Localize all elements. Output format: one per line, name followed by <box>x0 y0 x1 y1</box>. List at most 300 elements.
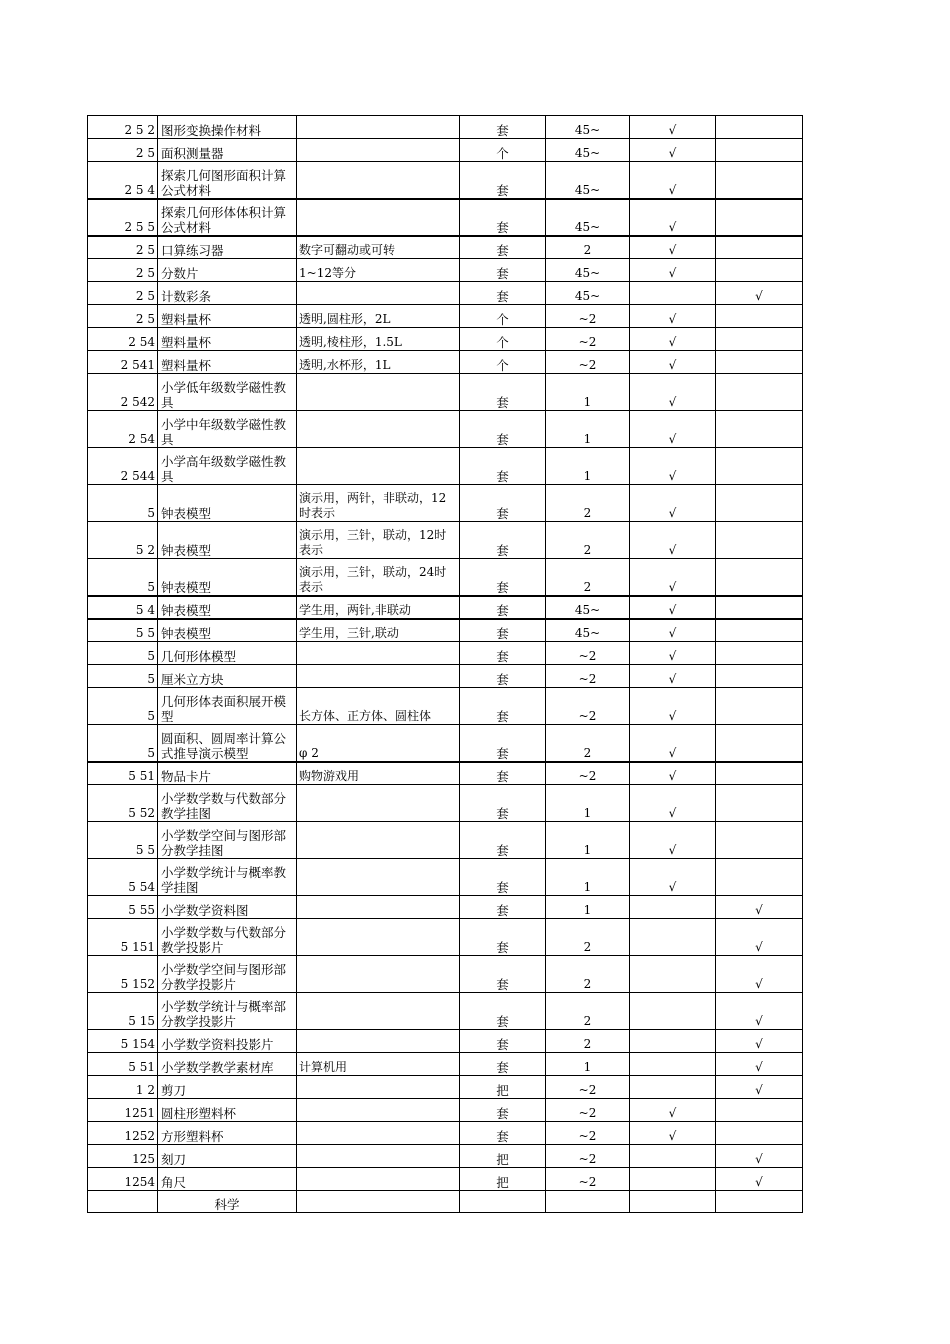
section-heading-row <box>88 1191 803 1213</box>
row-unit-cell: 套 <box>460 993 546 1030</box>
row-name-cell: 剪刀 <box>158 1076 297 1099</box>
row-name-cell: 分数片 <box>158 259 297 282</box>
row-spec-cell <box>297 374 460 411</box>
row-spec-cell: 学生用，两针,非联动 <box>297 596 460 619</box>
row-unit-cell: 套 <box>460 485 546 522</box>
row-code-cell: 1252 <box>88 1122 158 1145</box>
row-quantity-cell: 1 <box>546 1053 630 1076</box>
row-spec-cell: 透明,圆柱形，2L <box>297 305 460 328</box>
empty-cell <box>630 1191 716 1213</box>
row-spec-cell <box>297 993 460 1030</box>
row-spec-cell <box>297 642 460 665</box>
row-spec-cell <box>297 1122 460 1145</box>
table-row <box>88 919 803 956</box>
row-code-cell: 2 54 <box>88 328 158 351</box>
row-check-required-cell <box>630 282 716 305</box>
row-check-optional-cell <box>716 199 803 236</box>
row-spec-cell: 演示用，三针，联动，12时表示 <box>297 522 460 559</box>
row-check-required-cell: √ <box>630 725 716 762</box>
row-name-cell: 小学数学数与代数部分教学投影片 <box>158 919 297 956</box>
row-quantity-cell: 1 <box>546 785 630 822</box>
row-code-cell: 5 5 <box>88 619 158 642</box>
row-code-cell: 5 4 <box>88 596 158 619</box>
row-quantity-cell: 2 <box>546 919 630 956</box>
row-check-optional-cell <box>716 374 803 411</box>
row-unit-cell: 套 <box>460 282 546 305</box>
table-row <box>88 896 803 919</box>
row-check-optional-cell <box>716 116 803 139</box>
row-name-cell: 小学低年级数学磁性教具 <box>158 374 297 411</box>
row-quantity-cell: 2 <box>546 485 630 522</box>
row-check-required-cell: √ <box>630 351 716 374</box>
row-check-optional-cell: √ <box>716 919 803 956</box>
table-row <box>88 374 803 411</box>
row-check-required-cell <box>630 1168 716 1191</box>
table-row <box>88 485 803 522</box>
row-quantity-cell: 1 <box>546 859 630 896</box>
table-row <box>88 1122 803 1145</box>
row-unit-cell: 套 <box>460 896 546 919</box>
row-unit-cell: 套 <box>460 619 546 642</box>
row-unit-cell: 套 <box>460 688 546 725</box>
empty-cell <box>88 1191 158 1213</box>
row-name-cell: 小学数学数与代数部分教学挂图 <box>158 785 297 822</box>
row-check-optional-cell <box>716 762 803 785</box>
row-check-required-cell: √ <box>630 259 716 282</box>
row-check-required-cell: √ <box>630 688 716 725</box>
row-spec-cell <box>297 162 460 199</box>
row-code-cell: 2 5 <box>88 236 158 259</box>
row-unit-cell: 套 <box>460 559 546 596</box>
empty-cell <box>297 1191 460 1213</box>
table-row <box>88 236 803 259</box>
row-spec-cell <box>297 1099 460 1122</box>
row-check-optional-cell <box>716 665 803 688</box>
row-spec-cell: 计算机用 <box>297 1053 460 1076</box>
row-check-optional-cell <box>716 1122 803 1145</box>
row-name-cell: 圆柱形塑料杯 <box>158 1099 297 1122</box>
row-spec-cell: 长方体、正方体、圆柱体 <box>297 688 460 725</box>
row-check-required-cell: √ <box>630 522 716 559</box>
table-row <box>88 199 803 236</box>
row-check-required-cell: √ <box>630 642 716 665</box>
row-check-optional-cell: √ <box>716 1145 803 1168</box>
table-row <box>88 522 803 559</box>
row-name-cell: 小学高年级数学磁性教具 <box>158 448 297 485</box>
row-check-optional-cell <box>716 1099 803 1122</box>
row-check-required-cell: √ <box>630 116 716 139</box>
row-unit-cell: 套 <box>460 956 546 993</box>
row-code-cell: 125 <box>88 1145 158 1168</box>
row-check-optional-cell <box>716 785 803 822</box>
table-row <box>88 448 803 485</box>
row-code-cell: 2 5 2 <box>88 116 158 139</box>
row-check-required-cell: √ <box>630 485 716 522</box>
row-unit-cell: 套 <box>460 725 546 762</box>
table-row <box>88 956 803 993</box>
row-check-required-cell <box>630 919 716 956</box>
row-name-cell: 刻刀 <box>158 1145 297 1168</box>
row-spec-cell <box>297 1168 460 1191</box>
row-unit-cell: 个 <box>460 139 546 162</box>
row-unit-cell: 套 <box>460 522 546 559</box>
row-quantity-cell: 2 <box>546 725 630 762</box>
row-spec-cell <box>297 956 460 993</box>
row-check-optional-cell: √ <box>716 1168 803 1191</box>
row-check-required-cell: √ <box>630 762 716 785</box>
table-row <box>88 259 803 282</box>
row-code-cell: 2 5 <box>88 282 158 305</box>
row-check-optional-cell <box>716 139 803 162</box>
row-spec-cell <box>297 411 460 448</box>
row-unit-cell: 套 <box>460 822 546 859</box>
row-spec-cell <box>297 199 460 236</box>
row-unit-cell: 套 <box>460 642 546 665</box>
row-code-cell: 1251 <box>88 1099 158 1122</box>
table-row <box>88 1099 803 1122</box>
row-check-optional-cell <box>716 859 803 896</box>
row-unit-cell: 把 <box>460 1076 546 1099</box>
row-code-cell: 2 544 <box>88 448 158 485</box>
row-name-cell: 小学数学资料投影片 <box>158 1030 297 1053</box>
row-check-required-cell <box>630 993 716 1030</box>
row-code-cell: 5 <box>88 725 158 762</box>
row-name-cell: 几何形体模型 <box>158 642 297 665</box>
row-check-optional-cell: √ <box>716 1030 803 1053</box>
row-quantity-cell: 45~ <box>546 162 630 199</box>
row-unit-cell: 把 <box>460 1145 546 1168</box>
row-code-cell: 5 <box>88 688 158 725</box>
row-check-optional-cell <box>716 328 803 351</box>
row-name-cell: 塑料量杯 <box>158 328 297 351</box>
row-check-optional-cell <box>716 351 803 374</box>
table-row <box>88 596 803 619</box>
row-unit-cell: 套 <box>460 116 546 139</box>
row-quantity-cell: ~2 <box>546 642 630 665</box>
empty-cell <box>460 1191 546 1213</box>
row-code-cell: 2 5 5 <box>88 199 158 236</box>
row-check-optional-cell <box>716 725 803 762</box>
row-code-cell: 5 <box>88 642 158 665</box>
row-spec-cell: 购物游戏用 <box>297 762 460 785</box>
table-row <box>88 1168 803 1191</box>
row-code-cell: 5 54 <box>88 859 158 896</box>
row-name-cell: 探索几何图形面积计算公式材料 <box>158 162 297 199</box>
row-name-cell: 小学数学资料图 <box>158 896 297 919</box>
row-quantity-cell: 45~ <box>546 199 630 236</box>
table-row <box>88 139 803 162</box>
row-check-required-cell <box>630 1030 716 1053</box>
row-name-cell: 小学数学统计与概率教学挂图 <box>158 859 297 896</box>
row-unit-cell: 套 <box>460 859 546 896</box>
row-unit-cell: 套 <box>460 762 546 785</box>
row-check-optional-cell <box>716 162 803 199</box>
row-name-cell: 小学中年级数学磁性教具 <box>158 411 297 448</box>
row-code-cell: 2 5 <box>88 139 158 162</box>
row-unit-cell: 个 <box>460 305 546 328</box>
row-check-required-cell <box>630 1053 716 1076</box>
row-unit-cell: 套 <box>460 1030 546 1053</box>
row-code-cell: 5 <box>88 665 158 688</box>
row-check-optional-cell <box>716 596 803 619</box>
row-name-cell: 小学数学统计与概率部分教学投影片 <box>158 993 297 1030</box>
row-quantity-cell: 45~ <box>546 116 630 139</box>
row-code-cell: 5 <box>88 485 158 522</box>
row-check-required-cell: √ <box>630 665 716 688</box>
row-check-optional-cell: √ <box>716 282 803 305</box>
row-quantity-cell: 45~ <box>546 139 630 162</box>
row-spec-cell: 数字可翻动或可转 <box>297 236 460 259</box>
row-quantity-cell: ~2 <box>546 762 630 785</box>
row-check-optional-cell <box>716 236 803 259</box>
row-quantity-cell: 45~ <box>546 596 630 619</box>
row-code-cell: 2 54 <box>88 411 158 448</box>
row-code-cell: 5 5 <box>88 822 158 859</box>
row-quantity-cell: 45~ <box>546 619 630 642</box>
row-quantity-cell: 1 <box>546 411 630 448</box>
table-row <box>88 1145 803 1168</box>
row-code-cell: 5 51 <box>88 762 158 785</box>
row-unit-cell: 套 <box>460 374 546 411</box>
row-code-cell: 1 2 <box>88 1076 158 1099</box>
table-row <box>88 785 803 822</box>
empty-cell <box>716 1191 803 1213</box>
row-check-required-cell: √ <box>630 596 716 619</box>
row-check-optional-cell: √ <box>716 896 803 919</box>
section-heading: 科学 <box>158 1191 297 1213</box>
row-name-cell: 钟表模型 <box>158 485 297 522</box>
row-check-optional-cell <box>716 411 803 448</box>
row-code-cell: 5 154 <box>88 1030 158 1053</box>
row-code-cell: 5 52 <box>88 785 158 822</box>
row-code-cell: 5 51 <box>88 1053 158 1076</box>
row-unit-cell: 套 <box>460 411 546 448</box>
row-unit-cell: 套 <box>460 919 546 956</box>
row-check-required-cell: √ <box>630 859 716 896</box>
row-quantity-cell: 2 <box>546 1030 630 1053</box>
row-quantity-cell: 1 <box>546 896 630 919</box>
table-row <box>88 859 803 896</box>
row-quantity-cell: 2 <box>546 236 630 259</box>
row-name-cell: 计数彩条 <box>158 282 297 305</box>
table-row <box>88 725 803 762</box>
row-check-optional-cell <box>716 688 803 725</box>
row-unit-cell: 套 <box>460 785 546 822</box>
row-check-optional-cell <box>716 448 803 485</box>
row-code-cell: 2 5 4 <box>88 162 158 199</box>
table-row <box>88 619 803 642</box>
row-name-cell: 面积测量器 <box>158 139 297 162</box>
empty-cell <box>546 1191 630 1213</box>
row-spec-cell <box>297 859 460 896</box>
row-check-required-cell: √ <box>630 448 716 485</box>
row-check-required-cell: √ <box>630 199 716 236</box>
row-spec-cell <box>297 139 460 162</box>
row-name-cell: 钟表模型 <box>158 522 297 559</box>
row-check-optional-cell <box>716 259 803 282</box>
equipment-table-body <box>88 116 803 1213</box>
row-quantity-cell: 2 <box>546 559 630 596</box>
row-spec-cell <box>297 282 460 305</box>
table-row <box>88 762 803 785</box>
row-check-optional-cell <box>716 619 803 642</box>
row-unit-cell: 套 <box>460 236 546 259</box>
row-spec-cell <box>297 665 460 688</box>
row-quantity-cell: ~2 <box>546 1145 630 1168</box>
row-spec-cell <box>297 896 460 919</box>
row-spec-cell: φ 2 <box>297 725 460 762</box>
row-unit-cell: 套 <box>460 448 546 485</box>
row-check-required-cell: √ <box>630 305 716 328</box>
row-unit-cell: 套 <box>460 1122 546 1145</box>
row-quantity-cell: ~2 <box>546 688 630 725</box>
row-unit-cell: 套 <box>460 596 546 619</box>
row-spec-cell <box>297 1145 460 1168</box>
table-row <box>88 305 803 328</box>
row-check-optional-cell <box>716 485 803 522</box>
row-code-cell: 5 <box>88 559 158 596</box>
row-name-cell: 图形变换操作材料 <box>158 116 297 139</box>
row-quantity-cell: 2 <box>546 522 630 559</box>
row-spec-cell <box>297 448 460 485</box>
row-quantity-cell: ~2 <box>546 1122 630 1145</box>
table-row <box>88 328 803 351</box>
row-check-required-cell: √ <box>630 162 716 199</box>
row-code-cell: 5 2 <box>88 522 158 559</box>
row-quantity-cell: ~2 <box>546 1099 630 1122</box>
table-row <box>88 162 803 199</box>
row-name-cell: 角尺 <box>158 1168 297 1191</box>
equipment-table <box>87 115 803 1213</box>
row-check-required-cell <box>630 1076 716 1099</box>
row-check-required-cell: √ <box>630 559 716 596</box>
row-spec-cell: 透明,水杯形，1L <box>297 351 460 374</box>
row-name-cell: 物品卡片 <box>158 762 297 785</box>
row-name-cell: 探索几何形体体积计算公式材料 <box>158 199 297 236</box>
row-name-cell: 小学数学空间与图形部分教学投影片 <box>158 956 297 993</box>
row-quantity-cell: ~2 <box>546 328 630 351</box>
row-spec-cell <box>297 1076 460 1099</box>
row-spec-cell: 透明,棱柱形，1.5L <box>297 328 460 351</box>
row-spec-cell <box>297 116 460 139</box>
row-check-required-cell: √ <box>630 1122 716 1145</box>
row-spec-cell <box>297 785 460 822</box>
row-check-optional-cell <box>716 305 803 328</box>
row-spec-cell <box>297 919 460 956</box>
row-code-cell: 2 542 <box>88 374 158 411</box>
table-row <box>88 1053 803 1076</box>
row-check-required-cell: √ <box>630 411 716 448</box>
table-row <box>88 688 803 725</box>
row-code-cell: 2 5 <box>88 259 158 282</box>
row-code-cell: 2 5 <box>88 305 158 328</box>
row-check-optional-cell: √ <box>716 993 803 1030</box>
table-row <box>88 1030 803 1053</box>
row-spec-cell <box>297 822 460 859</box>
row-quantity-cell: 2 <box>546 993 630 1030</box>
row-quantity-cell: ~2 <box>546 665 630 688</box>
row-name-cell: 小学数学空间与图形部分教学挂图 <box>158 822 297 859</box>
row-name-cell: 几何形体表面积展开模型 <box>158 688 297 725</box>
row-check-required-cell: √ <box>630 619 716 642</box>
row-unit-cell: 套 <box>460 1099 546 1122</box>
row-unit-cell: 个 <box>460 328 546 351</box>
row-unit-cell: 套 <box>460 665 546 688</box>
row-unit-cell: 套 <box>460 1053 546 1076</box>
row-name-cell: 小学数学教学素材库 <box>158 1053 297 1076</box>
row-check-optional-cell: √ <box>716 1076 803 1099</box>
row-quantity-cell: ~2 <box>546 305 630 328</box>
row-check-optional-cell <box>716 522 803 559</box>
row-check-required-cell: √ <box>630 236 716 259</box>
row-check-required-cell: √ <box>630 374 716 411</box>
row-name-cell: 口算练习器 <box>158 236 297 259</box>
row-name-cell: 方形塑料杯 <box>158 1122 297 1145</box>
row-check-required-cell: √ <box>630 1099 716 1122</box>
table-row <box>88 665 803 688</box>
row-name-cell: 钟表模型 <box>158 619 297 642</box>
row-check-required-cell: √ <box>630 822 716 859</box>
row-name-cell: 钟表模型 <box>158 559 297 596</box>
row-check-optional-cell: √ <box>716 956 803 993</box>
row-code-cell: 5 152 <box>88 956 158 993</box>
table-row <box>88 411 803 448</box>
row-unit-cell: 套 <box>460 259 546 282</box>
row-quantity-cell: ~2 <box>546 351 630 374</box>
row-quantity-cell: 2 <box>546 956 630 993</box>
table-row <box>88 559 803 596</box>
row-check-optional-cell <box>716 822 803 859</box>
row-quantity-cell: ~2 <box>546 1168 630 1191</box>
row-spec-cell <box>297 1030 460 1053</box>
row-check-required-cell: √ <box>630 328 716 351</box>
table-row <box>88 1076 803 1099</box>
row-check-required-cell: √ <box>630 785 716 822</box>
row-name-cell: 圆面积、圆周率计算公式推导演示模型 <box>158 725 297 762</box>
row-check-optional-cell: √ <box>716 1053 803 1076</box>
row-quantity-cell: 1 <box>546 448 630 485</box>
row-quantity-cell: 1 <box>546 822 630 859</box>
row-quantity-cell: 45~ <box>546 259 630 282</box>
row-quantity-cell: 1 <box>546 374 630 411</box>
row-code-cell: 5 15 <box>88 993 158 1030</box>
row-unit-cell: 个 <box>460 351 546 374</box>
row-name-cell: 塑料量杯 <box>158 351 297 374</box>
row-check-required-cell <box>630 896 716 919</box>
row-spec-cell: 学生用，三针,联动 <box>297 619 460 642</box>
row-spec-cell: 演示用，两针，非联动，12时表示 <box>297 485 460 522</box>
row-code-cell: 5 151 <box>88 919 158 956</box>
table-row <box>88 116 803 139</box>
row-spec-cell: 演示用，三针，联动，24时表示 <box>297 559 460 596</box>
row-name-cell: 塑料量杯 <box>158 305 297 328</box>
row-name-cell: 厘米立方块 <box>158 665 297 688</box>
row-spec-cell: 1~12等分 <box>297 259 460 282</box>
table-row <box>88 351 803 374</box>
row-unit-cell: 把 <box>460 1168 546 1191</box>
row-code-cell: 2 541 <box>88 351 158 374</box>
row-check-optional-cell <box>716 559 803 596</box>
row-code-cell: 5 55 <box>88 896 158 919</box>
table-row <box>88 282 803 305</box>
row-unit-cell: 套 <box>460 199 546 236</box>
row-quantity-cell: 45~ <box>546 282 630 305</box>
row-name-cell: 钟表模型 <box>158 596 297 619</box>
row-quantity-cell: ~2 <box>546 1076 630 1099</box>
row-check-optional-cell <box>716 642 803 665</box>
row-check-required-cell: √ <box>630 139 716 162</box>
row-code-cell: 1254 <box>88 1168 158 1191</box>
